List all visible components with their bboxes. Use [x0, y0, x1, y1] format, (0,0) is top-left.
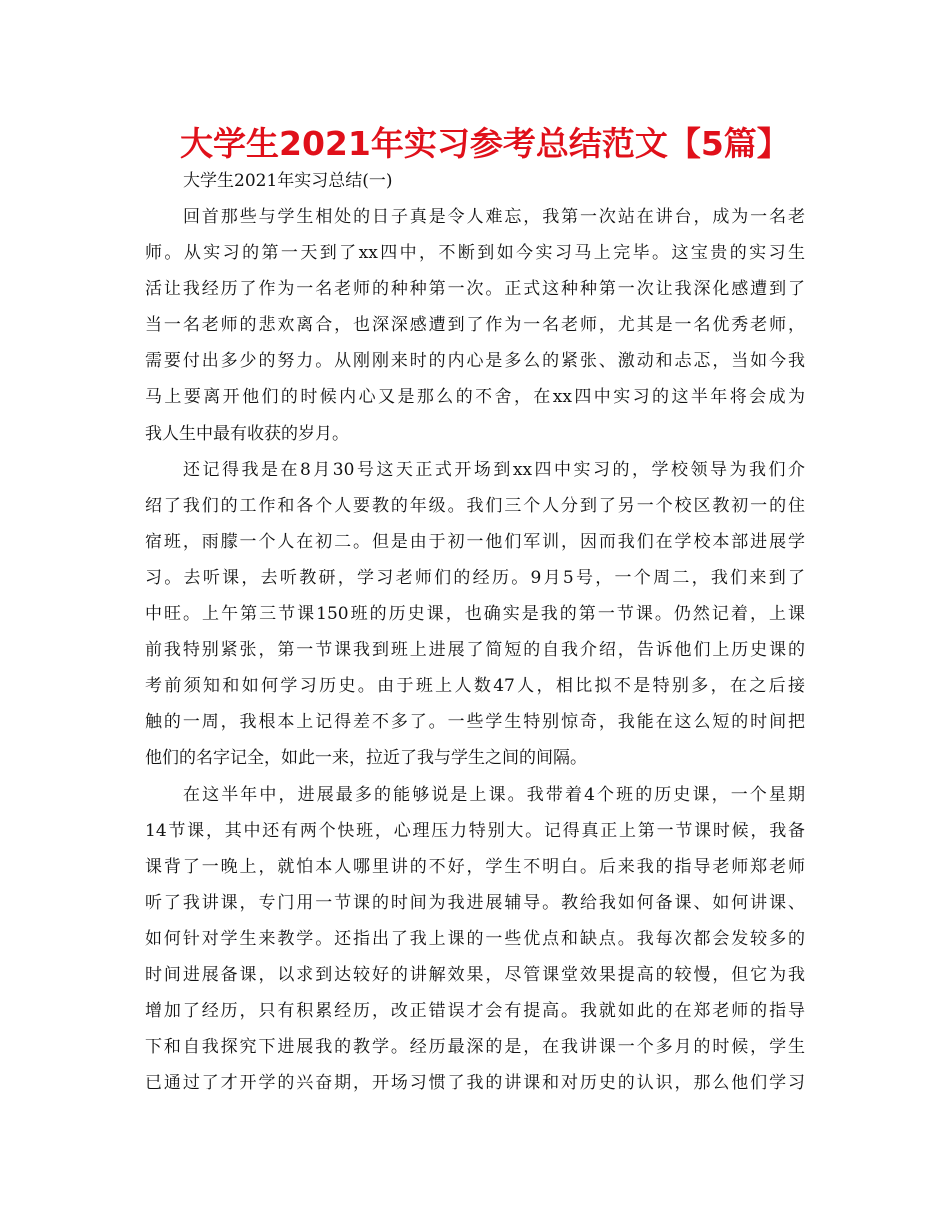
text-line: 在这半年中，进展最多的能够说是上课。我带着4个班的历史课，一个星期	[183, 784, 805, 805]
text-line: 课背了一晚上，就怕本人哪里讲的不好，学生不明白。后来我的指导老师郑老师	[145, 856, 805, 877]
text-line: 回首那些与学生相处的日子真是令人难忘，我第一次站在讲台，成为一名老	[183, 207, 805, 227]
text-line: 听了我讲课，专门用一节课的时间为我进展辅导。教给我如何备课、如何讲课、	[145, 892, 805, 913]
text-line: 考前须知和如何学习历史。由于班上人数47人，相比拟不是特别多，在之后接	[145, 676, 805, 697]
text-line: 如何针对学生来教学。还指出了我上课的一些优点和缺点。我每次都会发较多的	[145, 928, 805, 949]
text-line: 当一名老师的悲欢离合，也深深感遭到了作为一名老师，尤其是一名优秀老师，	[145, 315, 805, 336]
text-line: 绍了我们的工作和各个人要教的年级。我们三个人分到了另一个校区教初一的住	[145, 495, 805, 516]
text-line: 师。从实习的第一天到了xx四中，不断到如今实习马上完毕。这宝贵的实习生	[145, 243, 805, 264]
text-line: 前我特别紧张，第一节课我到班上进展了简短的自我介绍，告诉他们上历史课的	[145, 640, 805, 661]
text-line: 宿班，雨朦一个人在初二。但是由于初一他们军训，因而我们在学校本部进展学	[145, 531, 805, 552]
text-line: 已通过了才开学的兴奋期，开场习惯了我的讲课和对历史的认识，那么他们学习	[145, 1073, 805, 1094]
text-line: 活让我经历了作为一名老师的种种第一次。正式这种种第一次让我深化感遭到了	[145, 279, 805, 300]
text-line: 时间进展备课，以求到达较好的讲解效果，尽管课堂效果提高的较慢，但它为我	[145, 964, 805, 985]
text-line: 中旺。上午第三节课150班的历史课，也确实是我的第一节课。仍然记着，上课	[145, 604, 805, 625]
text-line: 他们的名字记全，如此一来，拉近了我与学生之间的间隔。	[145, 748, 587, 769]
body-text	[145, 199, 805, 1101]
text-line: 触的一周，我根本上记得差不多了。一些学生特别惊奇，我能在这么短的时间把	[145, 712, 805, 733]
text-line: 还记得我是在8月30号这天正式开场到xx四中实习的，学校领导为我们介	[183, 459, 805, 480]
text-line: 增加了经历，只有积累经历，改正错误才会有提高。我就如此的在郑老师的指导	[145, 1001, 805, 1022]
text-line: 我人生中最有收获的岁月。	[145, 423, 349, 444]
text-line: 下和自我探究下进展我的教学。经历最深的是，在我讲课一个多月的时候，学生	[145, 1037, 805, 1058]
document-title: 大学生2021年实习参考总结范文【5篇】	[180, 124, 790, 163]
section-heading: 大学生2021年实习总结(一)	[183, 171, 393, 191]
text-line: 需要付出多少的努力。从刚刚来时的内心是多么的紧张、激动和忐忑，当如今我	[145, 351, 805, 372]
text-line: 14节课，其中还有两个快班，心理压力特别大。记得真正上第一节课时候，我备	[145, 820, 805, 841]
text-line: 习。去听课，去听教研，学习老师们的经历。9月5号，一个周二，我们来到了	[145, 567, 805, 588]
text-line: 马上要离开他们的时候内心又是那么的不舍，在xx四中实习的这半年将会成为	[145, 387, 805, 408]
